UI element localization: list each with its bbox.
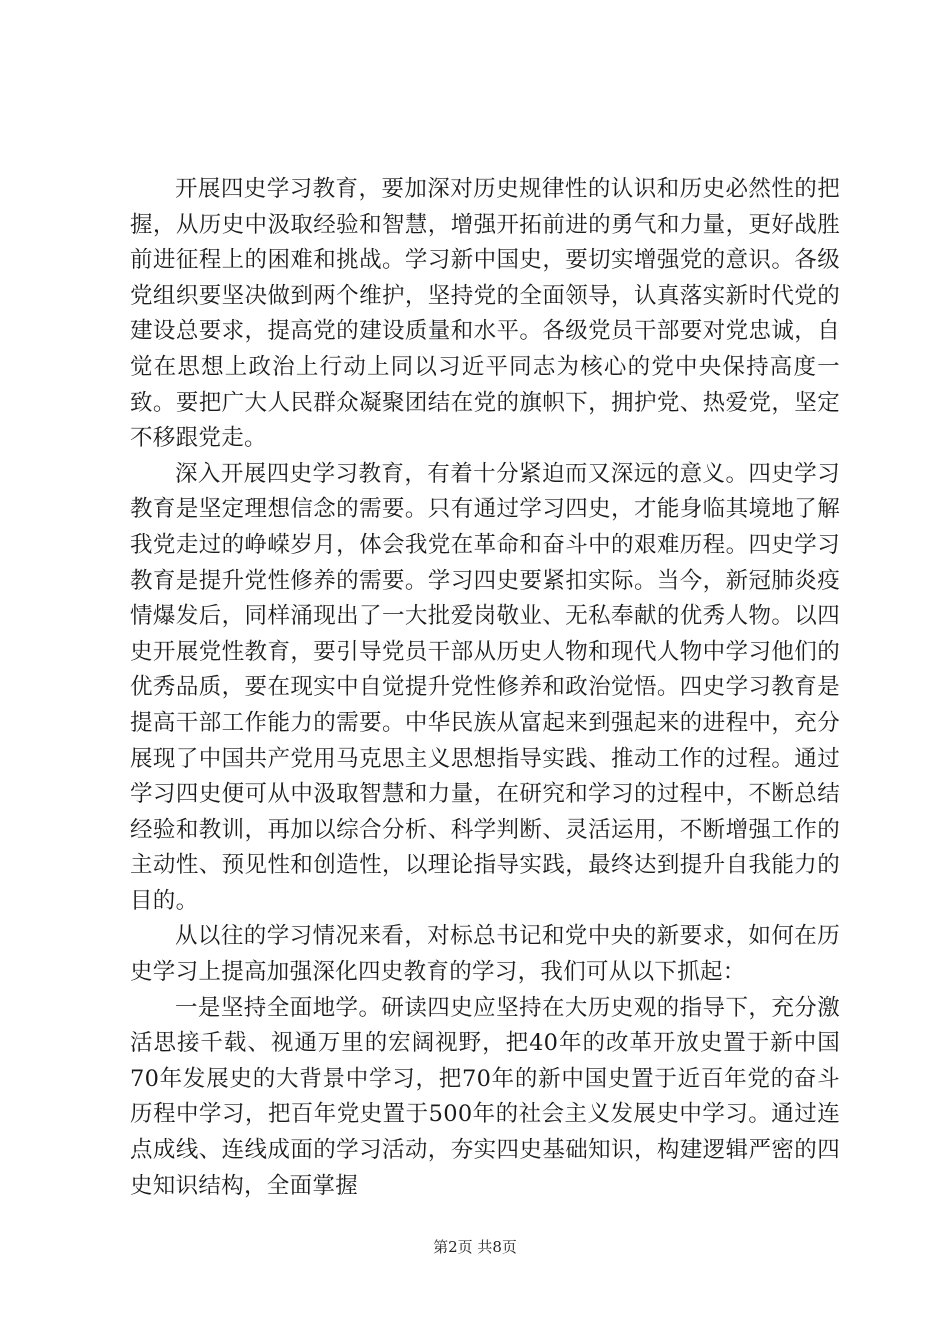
document-body — [130, 172, 840, 1204]
page-footer: 第2页 共8页 — [433, 1238, 517, 1256]
paragraph: 开展四史学习教育，要加深对历史规律性的认识和历史必然性的把握，从历史中汲取经验和智慧，增强开拓前进的勇气和力量，更好战胜前进征程上的困难和挑战。学习新中国史，要切实增强党的意识。各级党组织要坚决做到两个维护，坚持党的全面领导，认真落实新时代党的建设总要求，提高党的建设质量和水平。各级党员干部要对党忠诚，自觉在思想上政治上行动上同以习近平同志为核心的党中央保持高度一致。要把广大人民群众凝聚团结在党的旗帜下，拥护党、热爱党，坚定不移跟党走。 — [130, 176, 840, 452]
paragraph: 深入开展四史学习教育，有着十分紧迫而又深远的意义。四史学习教育是坚定理想信念的需要。只有通过学习四史，才能身临其境地了解我党走过的峥嵘岁月，体会我党在革命和奋斗中的艰难历程。四史学习教育是提升党性修养的需要。学习四史要紧扣实际。当今，新冠肺炎疫情爆发后，同样涌现出了一大批爱岗敬业、无私奉献的优秀人物。以四史开展党性教育，要引导党员干部从历史人物和现代人物中学习他们的优秀品质，要在现实中自觉提升党性修养和政治觉悟。四史学习教育是提高干部工作能力的需要。中华民族从富起来到强起来的进程中，充分展现了中国共产党用马克思主义思想指导实践、推动工作的过程。通过学习四史便可从中汲取智慧和力量，在研究和学习的过程中，不断总结经验和教训，再加以综合分析、科学判断、灵活运用，不断增强工作的主动性、预见性和创造性，以理论指导实践，最终达到提升自我能力的目的。 — [130, 460, 840, 914]
paragraph: 一是坚持全面地学。研读四史应坚持在大历史观的指导下，充分激活思接千载、视通万里的宏阔视野，把40年的改革开放史置于新中国70年发展史的大背景中学习，把70年的新中国史置于近百年党的奋斗历程中学习，把百年党史置于500年的社会主义发展史中学习。通过连点成线、连线成面的学习活动，夯实四史基础知识，构建逻辑严密的四史知识结构，全面掌握 — [130, 994, 840, 1199]
paragraph: 从以往的学习情况来看，对标总书记和党中央的新要求，如何在历史学习上提高加强深化四史教育的学习，我们可从以下抓起： — [130, 923, 840, 986]
